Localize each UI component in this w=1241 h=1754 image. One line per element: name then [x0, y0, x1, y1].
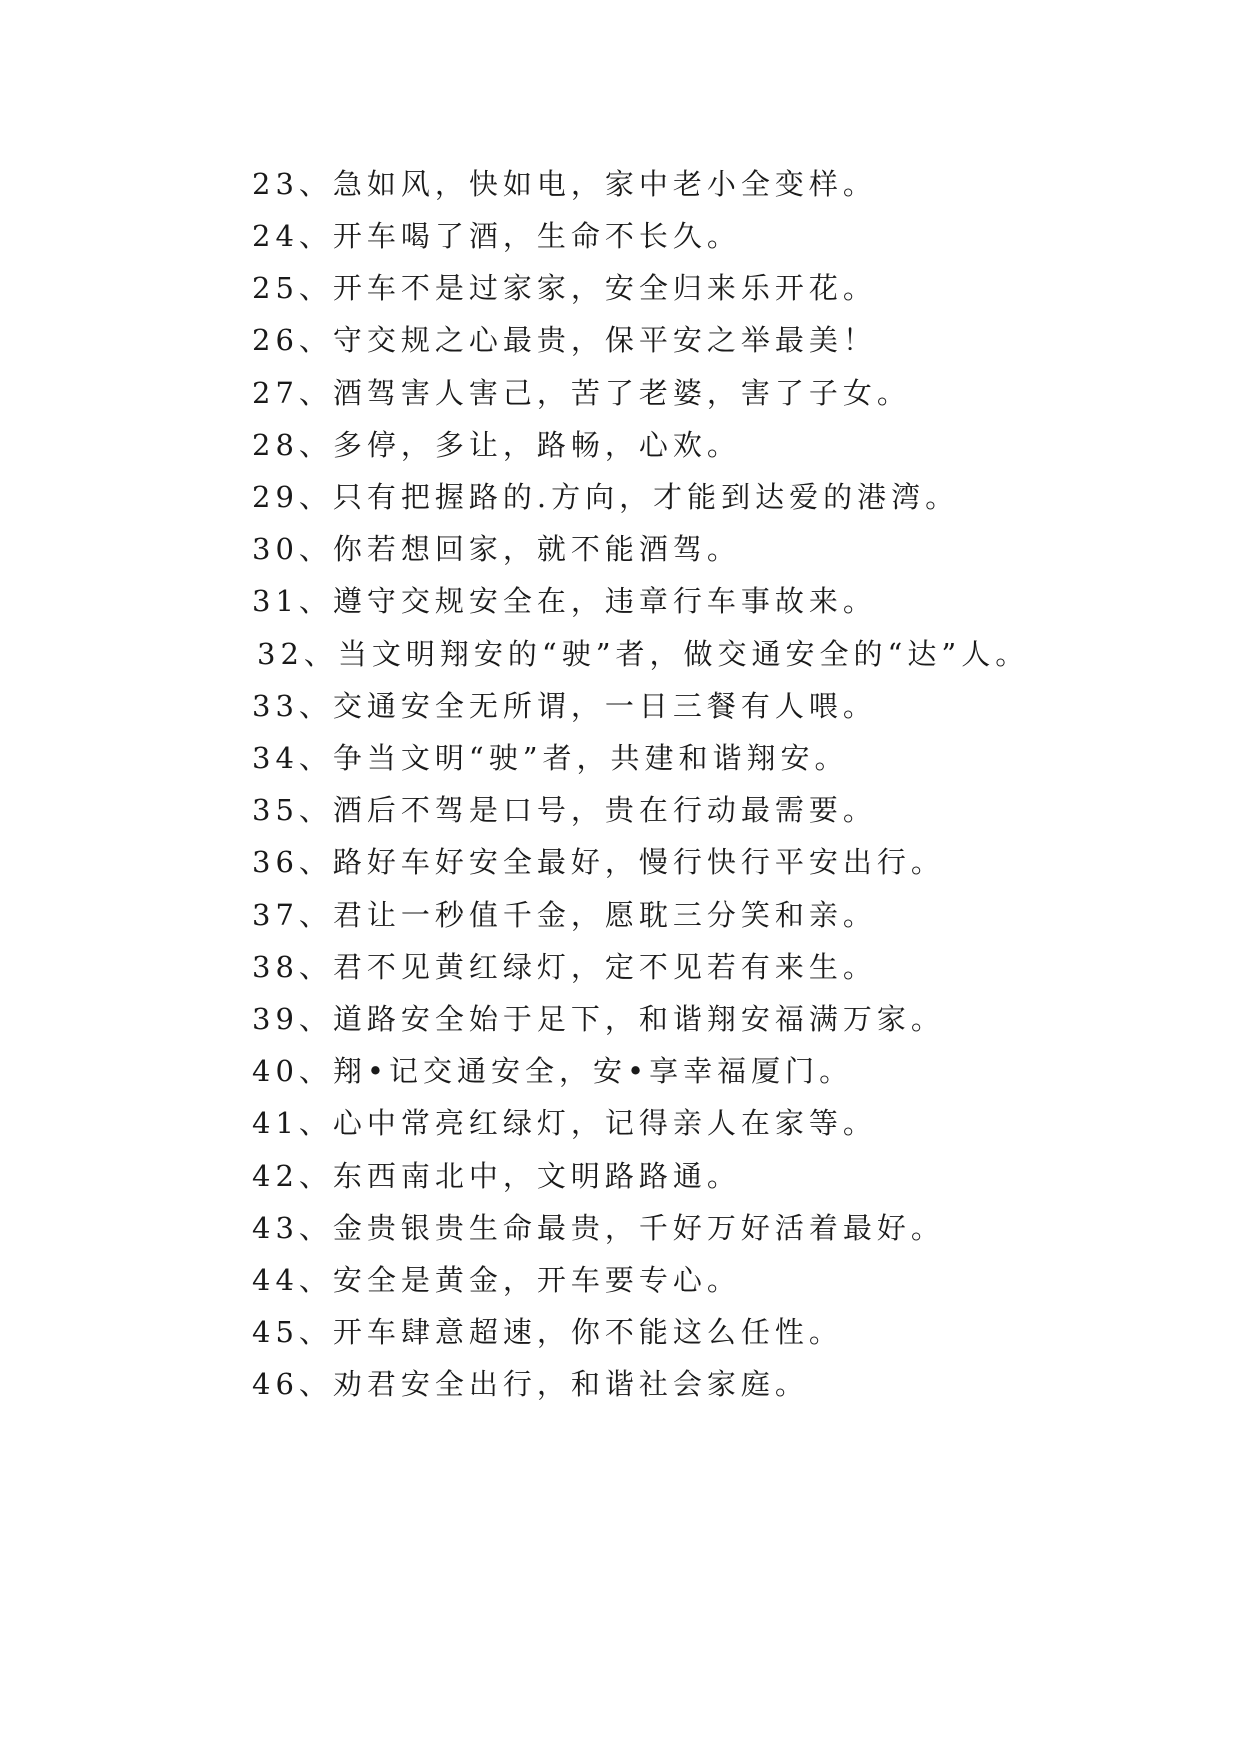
slogan-line-32: 32、当文明翔安的“驶”者，做交通安全的“达”人。 [257, 637, 1030, 671]
slogan-line-44: 44、安全是黄金，开车要专心。 [252, 1263, 741, 1297]
slogan-line-25: 25、开车不是过家家，安全归来乐开花。 [252, 271, 877, 305]
slogan-line-26: 26、守交规之心最贵，保平安之举最美！ [252, 323, 877, 357]
slogan-line-31: 31、遵守交规安全在，违章行车事故来。 [252, 584, 877, 618]
slogan-line-29: 29、只有把握路的.方向，才能到达爱的港湾。 [252, 480, 960, 514]
slogan-line-37: 37、君让一秒值千金，愿耽三分笑和亲。 [252, 898, 877, 932]
slogan-line-34: 34、争当文明“驶”者，共建和谐翔安。 [252, 741, 849, 775]
slogan-line-23: 23、急如风，快如电，家中老小全变样。 [252, 167, 877, 201]
slogan-line-38: 38、君不见黄红绿灯，定不见若有来生。 [252, 950, 877, 984]
slogan-line-35: 35、酒后不驾是口号，贵在行动最需要。 [252, 793, 877, 827]
slogan-line-28: 28、多停，多让，路畅，心欢。 [252, 428, 741, 462]
slogan-line-43: 43、金贵银贵生命最贵，千好万好活着最好。 [252, 1211, 945, 1245]
slogan-line-46: 46、劝君安全出行，和谐社会家庭。 [252, 1367, 809, 1401]
slogan-line-42: 42、东西南北中，文明路路通。 [252, 1159, 741, 1193]
slogan-line-40: 40、翔•记交通安全，安•享幸福厦门。 [252, 1054, 854, 1088]
slogan-line-27: 27、酒驾害人害己，苦了老婆，害了子女。 [252, 376, 911, 410]
slogan-line-24: 24、开车喝了酒，生命不长久。 [252, 219, 741, 253]
slogan-line-33: 33、交通安全无所谓，一日三餐有人喂。 [252, 689, 877, 723]
slogan-line-45: 45、开车肆意超速，你不能这么任性。 [252, 1315, 843, 1349]
slogan-line-36: 36、路好车好安全最好，慢行快行平安出行。 [252, 845, 945, 879]
slogan-line-30: 30、你若想回家，就不能酒驾。 [252, 532, 741, 566]
slogan-line-41: 41、心中常亮红绿灯，记得亲人在家等。 [252, 1106, 877, 1140]
slogan-line-39: 39、道路安全始于足下，和谐翔安福满万家。 [252, 1002, 945, 1036]
